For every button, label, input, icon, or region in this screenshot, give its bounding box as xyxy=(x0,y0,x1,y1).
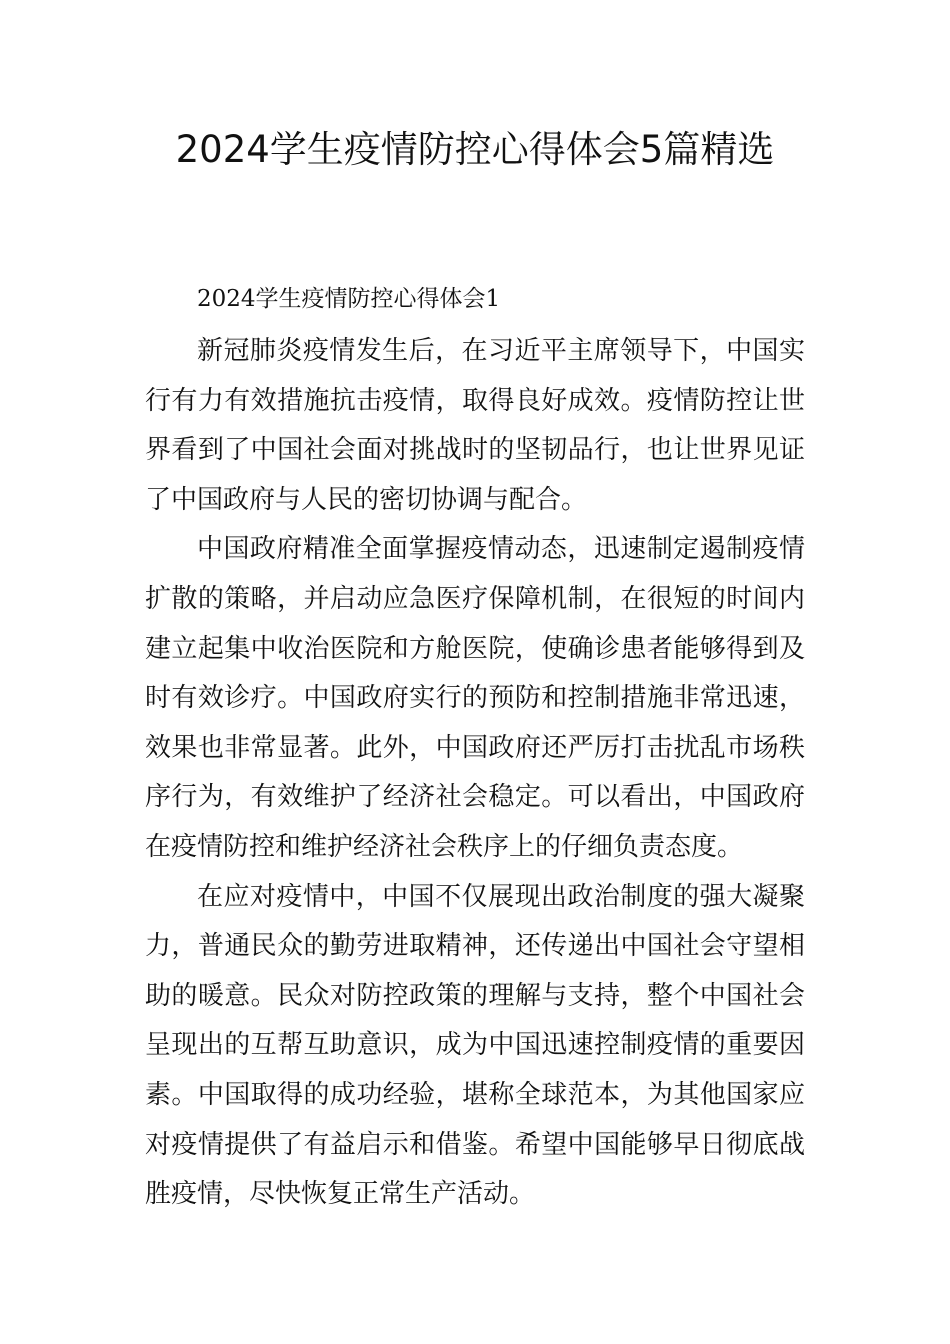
paragraph-3: 在应对疫情中，中国不仅展现出政治制度的强大凝聚力，普通民众的勤劳进取精神，还传递出中国社会守望相助的暖意。民众对防控政策的理解与支持，整个中国社会呈现出的互帮互助意识，成为中国迅速控制疫情的重要因素。中国取得的成功经验，堪称全球范本，为其他国家应对疫情提供了有益启示和借鉴。希望中国能够早日彻底战胜疫情，尽快恢复正常生产活动。 xyxy=(145,881,805,1210)
document-title: 2024学生疫情防控心得体会5篇精选 xyxy=(175,128,775,171)
paragraph-2: 中国政府精准全面掌握疫情动态，迅速制定遏制疫情扩散的策略，并启动应急医疗保障机制，在很短的时间内建立起集中收治医院和方舱医院，使确诊患者能够得到及时有效诊疗。中国政府实行的预防和控制措施非常迅速，效果也非常显著。此外，中国政府还严厉打击扰乱市场秩序行为，有效维护了经济社会稳定。可以看出，中国政府在疫情防控和维护经济社会秩序上的仔细负责态度。 xyxy=(145,534,805,862)
document-body xyxy=(145,280,805,1220)
paragraph-1: 新冠肺炎疫情发生后，在习近平主席领导下，中国实行有力有效措施抗击疫情，取得良好成效。疫情防控让世界看到了中国社会面对挑战时的坚韧品行，也让世界见证了中国政府与人民的密切协调与配合。 xyxy=(145,336,805,515)
section-heading: 2024学生疫情防控心得体会1 xyxy=(197,286,501,312)
